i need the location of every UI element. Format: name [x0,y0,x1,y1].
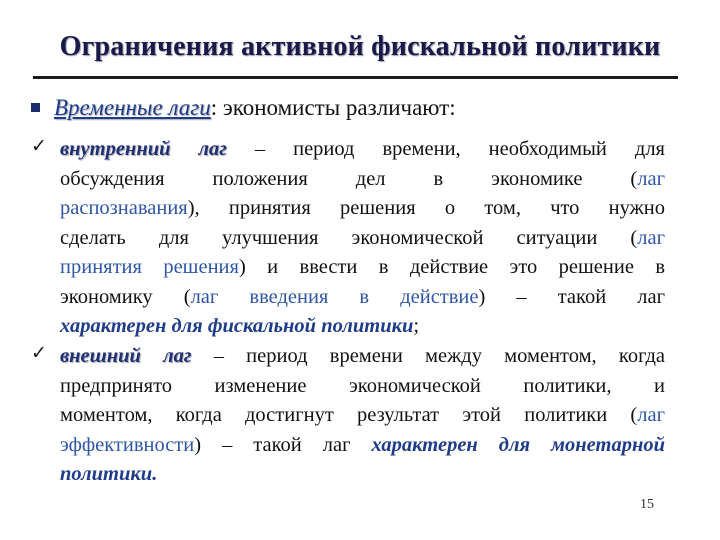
text-run: ) и ввести в действие это решение в [238,256,665,278]
emphasis-text: характерен для монетарной [371,433,665,456]
section-heading [31,95,456,121]
list-item-internal-lag [31,135,665,342]
heading-term: Временные лаги [54,95,211,120]
list-item-external-lag [31,342,665,490]
square-bullet-icon [31,103,40,112]
external-lag-term: внешний лаг [60,345,192,367]
text-run: моментом, когда достигнут результат этой политики ( [60,404,638,426]
lag-label: принятия решения [60,256,239,278]
slide-title: Ограничения активной фискальной политики [59,31,661,62]
emphasis-text: политики. [60,463,158,485]
text-run: ) – такой лаг [194,433,372,456]
page-number: 15 [640,497,654,512]
text-run: предпринято изменение экономической политики, и [60,374,665,397]
text-line [60,253,665,283]
text-run: ), принятия решения о том, что нужно [187,197,665,219]
emphasis-text: характерен для фискальной политики [60,315,414,337]
internal-lag-term: внутренний лаг [60,138,227,160]
checkmark-icon: ✓ [31,342,47,364]
text-run: ; [413,315,420,337]
text-run: сделать для улучшения экономической ситуации ( [60,226,638,249]
heading-text: : экономисты различают: [210,95,456,120]
text-line [60,460,665,490]
text-line [60,342,665,372]
lag-label: лаг [637,226,665,249]
text-line [60,283,665,313]
lag-label: лаг [637,167,665,190]
text-line [60,165,665,195]
text-run: обсуждения положения дел в экономике ( [60,167,638,190]
checkmark-icon: ✓ [31,135,47,157]
text-line [60,312,665,342]
text-line [60,401,665,431]
text-line [60,194,665,224]
lag-label: эффективности [60,433,195,456]
text-line [60,372,665,402]
text-line [60,135,665,165]
text-run: – период времени, необходимый для [226,138,665,160]
lag-label: распознавания [60,197,188,219]
text-run: экономику ( [60,285,191,308]
text-line [60,224,665,254]
text-run: ) – такой лаг [478,285,665,308]
lag-label: лаг [637,404,665,426]
text-run: – период времени между моментом, когда [191,345,665,367]
title-divider [33,76,678,79]
text-line [60,431,665,461]
lag-label: лаг введения в действие [190,285,479,308]
